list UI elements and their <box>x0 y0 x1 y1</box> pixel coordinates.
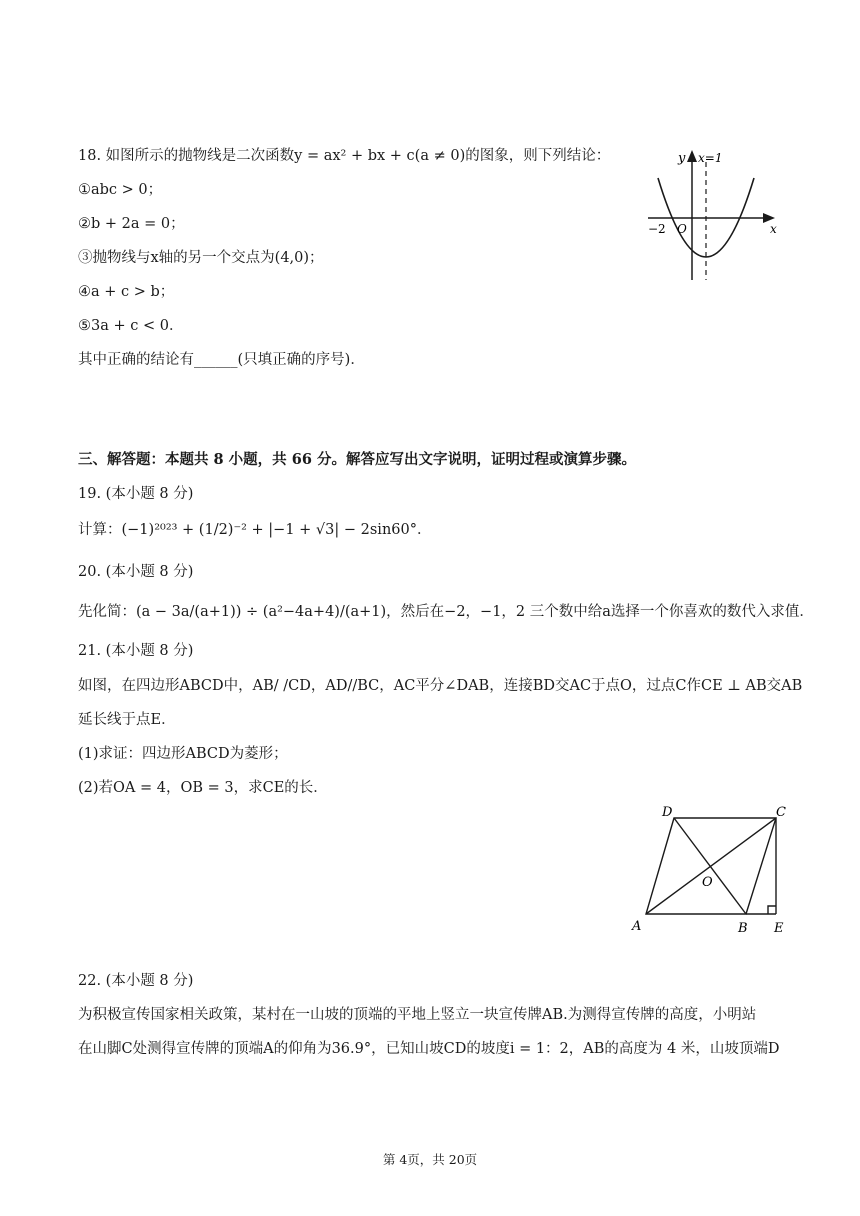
y-axis-label: y <box>678 151 686 166</box>
q21-part-2: (2)若OA = 4，OB = 3，求CE的长． <box>78 780 328 796</box>
right-angle-mark <box>768 906 776 914</box>
diagonal-ac <box>646 818 776 914</box>
q18-stem-text: 18. 如图所示的抛物线是二次函数y = ax² + bx + c(a ≠ 0)的图象，则下列结论： <box>78 148 611 164</box>
q19-head: 19. (本小题 8 分) <box>78 486 194 502</box>
q22-head: 22. (本小题 8 分) <box>78 973 194 989</box>
q21-head: 21. (本小题 8 分) <box>78 643 194 659</box>
q18-option-4: ④a + c > b； <box>78 284 175 300</box>
q19-label: 计算： <box>78 522 122 538</box>
q21-part-1: (1)求证：四边形ABCD为菱形； <box>78 746 288 762</box>
point-o: O <box>702 875 713 890</box>
q20-tail: 然后在−2，−1，2 三个数中给a选择一个你喜欢的数代入求值． <box>400 604 814 620</box>
q20-head: 20. (本小题 8 分) <box>78 564 194 580</box>
q18-stem <box>78 146 610 166</box>
q18-option-2: ②b + 2a = 0； <box>78 216 185 232</box>
minus-two-label: −2 <box>648 222 666 236</box>
q22-line-1: 为积极宣传国家相关政策，某村在一山坡的顶端的平地上竖立一块宣传牌AB.为测得宣传牌的高度，小明站 <box>78 1007 757 1023</box>
vertex-b: B <box>738 921 748 936</box>
vertex-c: C <box>776 805 786 820</box>
q18-option-1: ①abc > 0； <box>78 182 163 198</box>
q21-line-1: 如图，在四边形ABCD中，AB/ /CD，AD//BC，AC平分∠DAB，连接BD交AC于点O，过点C作CE ⊥ AB交AB <box>78 678 803 694</box>
origin-label: O <box>677 222 687 236</box>
x-axis-label: x <box>770 222 777 236</box>
section-3-heading: 三、解答题：本题共 8 小题，共 66 分。解答应写出文字说明，证明过程或演算步骤。 <box>78 451 636 468</box>
q18-option-5: ⑤3a + c < 0． <box>78 318 184 334</box>
q21-line-2: 延长线于点E． <box>78 712 176 728</box>
diagonal-bd <box>674 818 746 914</box>
point-e: E <box>774 921 784 936</box>
q20-expression: (a − 3a/(a+1)) ÷ (a²−4a+4)/(a+1)， <box>136 604 401 620</box>
q19-body <box>78 520 431 540</box>
page-footer: 第 4页，共 20页 <box>382 1152 478 1167</box>
vertex-d: D <box>662 805 673 820</box>
symmetry-label: x=1 <box>698 151 723 165</box>
q21-rhombus-figure <box>624 798 794 938</box>
q18-option-3: ③抛物线与x轴的另一个交点为(4,0)； <box>78 250 324 266</box>
y-axis-arrow <box>687 150 697 162</box>
q22-line-2: 在山脚C处测得宣传牌的顶端A的仰角为36.9°，已知山坡CD的坡度i = 1：2，AB的高度为 4 米，山坡顶端D <box>78 1041 780 1057</box>
q18-parabola-figure <box>640 140 790 290</box>
vertex-a: A <box>632 919 642 934</box>
q20-label: 先化简： <box>78 604 136 620</box>
q20-body <box>78 602 814 622</box>
q19-expression: (−1)²⁰²³ + (1/2)⁻² + |−1 + √3| − 2sin60°． <box>121 522 432 538</box>
q18-ask: 其中正确的结论有______(只填正确的序号)． <box>78 352 365 368</box>
